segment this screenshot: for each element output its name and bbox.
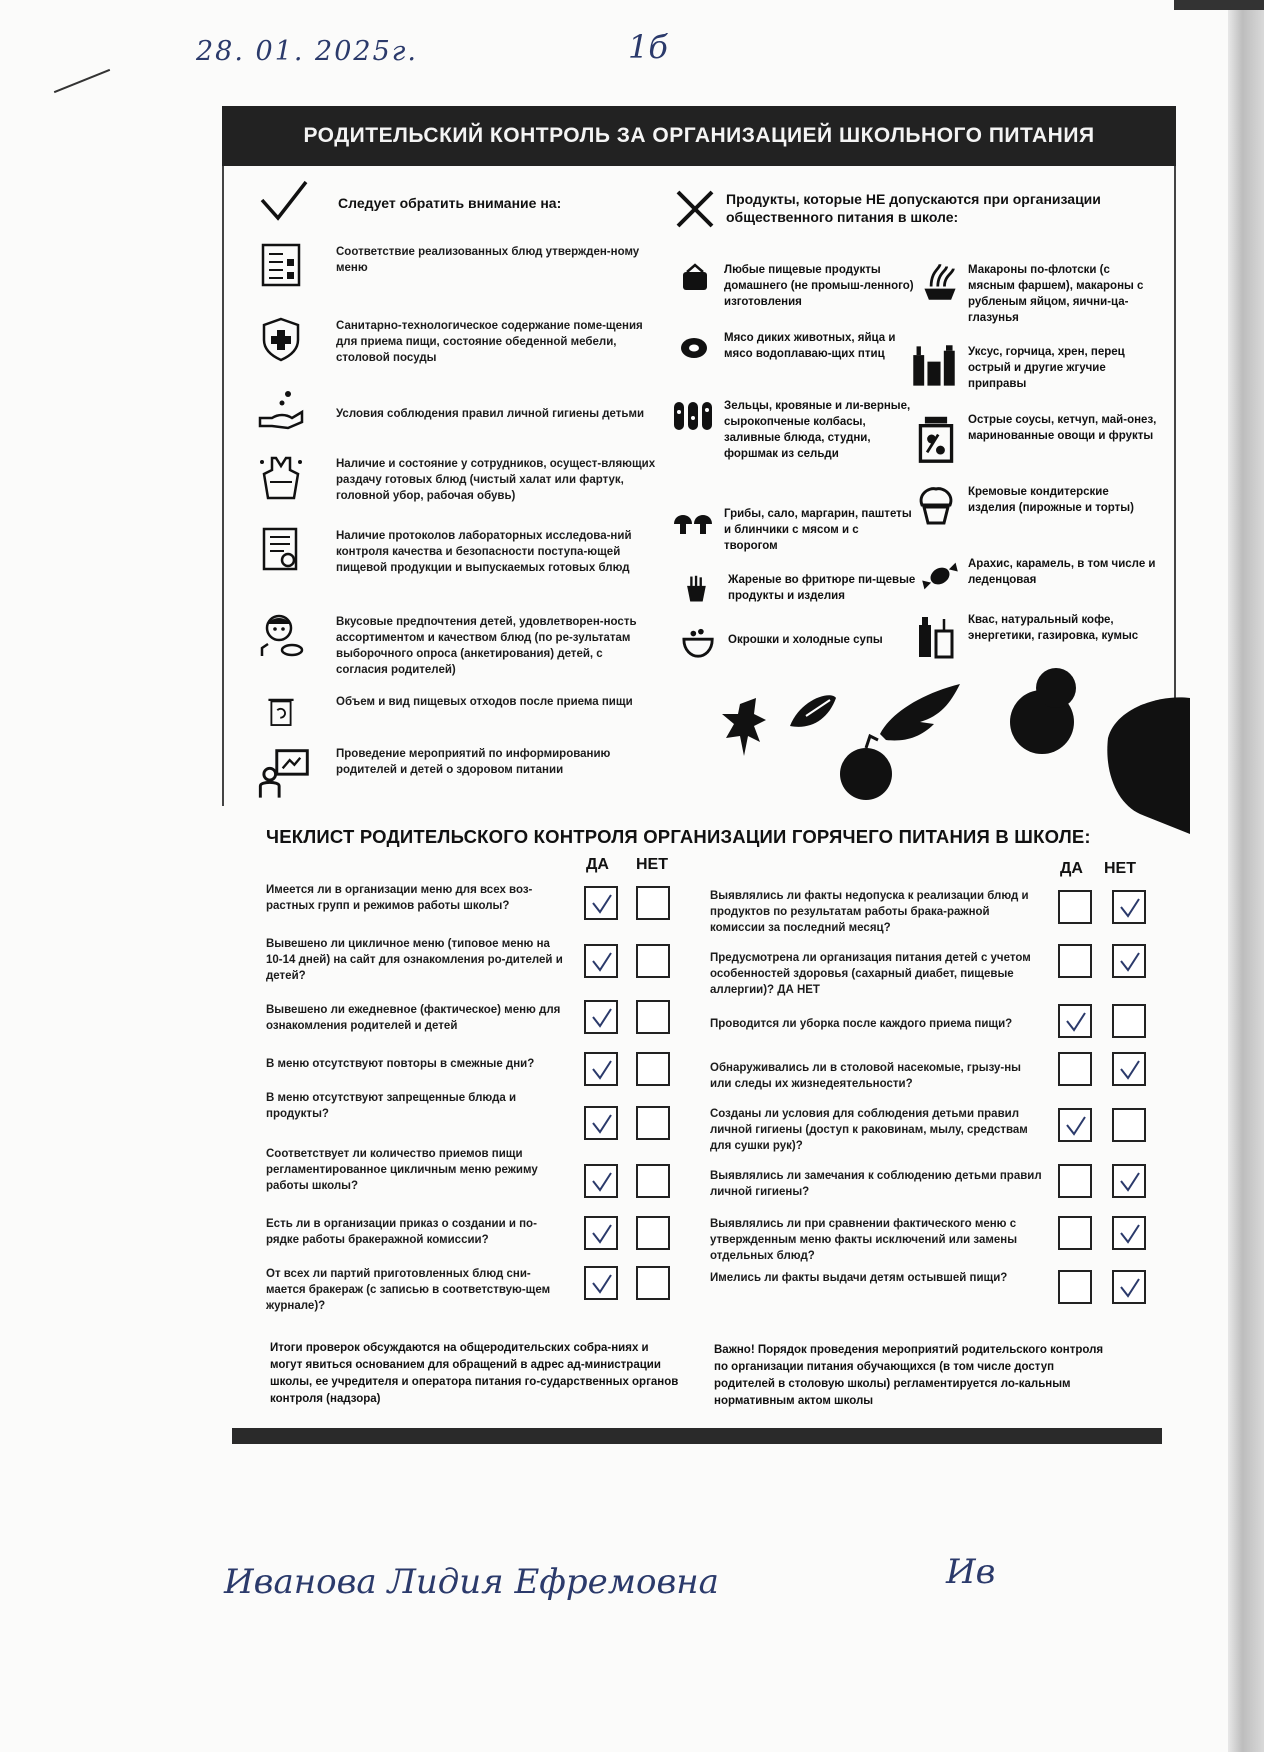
forbidden-item [684, 572, 924, 622]
handwritten-date: 28. 01. 2025г. [196, 36, 418, 67]
no-checkbox[interactable] [1112, 944, 1146, 978]
checklist-question: Созданы ли условия для соблюдения детьми правил личной гигиены (доступ к раковинам, мылу, средствам для сушки рук)? [710, 1108, 1028, 1152]
forbidden-item-text: Уксус, горчица, хрен, перец острый и другие жгучие приправы [968, 346, 1125, 390]
handwritten-page-number: 1б [628, 28, 668, 66]
no-checkbox[interactable] [636, 1266, 670, 1300]
cross-icon [674, 188, 716, 230]
no-checkbox[interactable] [1112, 890, 1146, 924]
checkmark-icon [258, 178, 310, 224]
forbidden-item [916, 612, 1148, 662]
forbidden-item [670, 398, 920, 460]
pasta-icon [920, 262, 960, 302]
checklist-question: Вывешено ли ежедневное (фактическое) меню для ознакомления родителей и детей [266, 1004, 561, 1032]
fruit-illustration-icon [720, 664, 1190, 834]
tick-mark-icon [590, 1170, 614, 1194]
footer-right-note: Важно! Порядок проведения мероприятий родительского контроля по организации питания обучающихся (в том числе доступ родителей в столовую школы) регламентируется ло-кальным нормативным актом школы [714, 1344, 1104, 1407]
no-checkbox[interactable] [1112, 1270, 1146, 1304]
yes-checkbox[interactable] [1058, 944, 1092, 978]
forbidden-item-text: Квас, натуральный кофе, энергетики, газировка, кумыс [968, 614, 1139, 642]
tick-mark-icon [590, 1112, 614, 1136]
attention-item-sanitary [258, 316, 658, 376]
homemade-food-icon [678, 262, 714, 298]
checklist-question: От всех ли партий приготовленных блюд сни-мается бракераж (с записью в соответствую-щем журнале)? [266, 1268, 551, 1312]
forbidden-item [916, 412, 1157, 462]
condiments-icon [910, 344, 958, 388]
attention-item-hygiene [258, 388, 658, 448]
attention-item-text: Санитарно-технологическое содержание поме-щения для приема пищи, состояние обеденной мебели, столовой посуды [336, 320, 643, 364]
attention-item-waste [258, 692, 658, 752]
forbidden-item-text: Арахис, карамель, в том числе и леденцовая [968, 558, 1156, 586]
checklist-question: Выявлялись ли при сравнении фактического меню с утвержденным меню факты исключений или замены отдельных блюд? [710, 1218, 1018, 1262]
attention-item-text: Объем и вид пищевых отходов после приема пищи [336, 696, 633, 708]
no-checkbox[interactable] [636, 886, 670, 920]
attention-item-text: Вкусовые предпочтения детей, удовлетворен-ность ассортиментом и качеством блюд (по ре-зультатам выборочного опроса (анкетирования) детей, с согласия родителей) [336, 616, 637, 676]
yes-checkbox[interactable] [584, 1266, 618, 1300]
forbidden-item-text: Грибы, сало, маргарин, паштеты и блинчики с мясом и с творогом [724, 508, 912, 552]
bottom-bar [232, 1428, 1162, 1444]
attention-item-text: Наличие и состояние у сотрудников, осущест-вляющих раздачу готовых блюд (чистый халат или фартук, головной убор, рабочая обувь) [336, 458, 656, 502]
jar-icon [916, 412, 956, 466]
presentation-icon [258, 744, 312, 802]
checklist-question: В меню отсутствуют повторы в смежные дни? [266, 1058, 535, 1070]
tick-mark-icon [1118, 950, 1142, 974]
yes-checkbox[interactable] [1058, 890, 1092, 924]
no-checkbox[interactable] [636, 1164, 670, 1198]
tick-mark-icon [590, 1006, 614, 1030]
tick-mark-icon [1118, 896, 1142, 920]
no-header-right: НЕТ [1104, 860, 1136, 877]
checklist-question: Вывешено ли цикличное меню (типовое меню на 10-14 дней) на сайт для ознакомления ро-дителей и детей? [266, 938, 563, 982]
yes-checkbox[interactable] [1058, 1216, 1092, 1250]
yes-checkbox[interactable] [1058, 1004, 1092, 1038]
forbidden-item [910, 344, 1150, 394]
forbidden-item-text: Жареные во фритюре пи-щевые продукты и изделия [728, 574, 916, 602]
attention-item-preferences [258, 612, 658, 676]
no-checkbox[interactable] [636, 1052, 670, 1086]
checklist-question: Выявлялись ли замечания к соблюдению детьми правил личной гигиены? [710, 1170, 1042, 1198]
attention-item-info [258, 744, 658, 804]
hand-washing-icon [258, 388, 304, 434]
forbidden-item-text: Мясо диких животных, яйца и мясо водоплаваю-щих птиц [724, 332, 896, 360]
attention-item-text: Соответствие реализованных блюд утвержден-ному меню [336, 246, 640, 274]
handwritten-dash [54, 69, 110, 93]
checklist-question: Проводится ли уборка после каждого приема пищи? [710, 1018, 1013, 1030]
yes-checkbox[interactable] [584, 1216, 618, 1250]
tick-mark-icon [1064, 1010, 1088, 1034]
forbidden-item [918, 484, 1148, 534]
fries-icon [684, 572, 712, 606]
tick-mark-icon [590, 892, 614, 916]
no-checkbox[interactable] [1112, 1004, 1146, 1038]
meat-icon [678, 330, 714, 366]
tick-mark-icon [590, 1058, 614, 1082]
yes-checkbox[interactable] [1058, 1108, 1092, 1142]
forbidden-item-text: Макароны по-флотски (с мясным фаршем), макароны с рубленым яйцом, яични-ца-глазунья [968, 264, 1144, 324]
forbidden-heading: Продукты, которые НЕ допускаются при организации общественного питания в школе: [726, 191, 1101, 225]
yes-header-left: ДА [586, 856, 609, 873]
soup-bowl-icon [682, 626, 716, 660]
tick-mark-icon [590, 1222, 614, 1246]
checklist-question: Предусмотрена ли организация питания детей с учетом особенностей здоровья (сахарный диабет, пищевые аллергии)? ДА НЕТ [710, 952, 1031, 996]
forbidden-item [678, 330, 918, 380]
tick-mark-icon [590, 950, 614, 974]
forbidden-item [920, 262, 1150, 324]
no-checkbox[interactable] [1112, 1164, 1146, 1198]
apron-icon [258, 454, 304, 500]
attention-item-text: Проведение мероприятий по информированию родителей и детей о здоровом питании [336, 748, 611, 776]
forbidden-item-text: Любые пищевые продукты домашнего (не промыш-ленного) изготовления [724, 264, 914, 308]
yes-checkbox[interactable] [584, 1106, 618, 1140]
certificate-icon [258, 526, 304, 572]
yes-header-right: ДА [1060, 860, 1083, 877]
no-checkbox[interactable] [636, 1216, 670, 1250]
tick-mark-icon [1118, 1276, 1142, 1300]
forbidden-item-text: Зельцы, кровяные и ли-верные, сырокопченые колбасы, заливные блюда, студни, форшмак из сельди [724, 400, 911, 460]
attention-item-staff [258, 454, 658, 514]
footer-left-note: Итоги проверок обсуждаются на общеродительских собра-ниях и могут явиться основанием для обращений в адрес ад-министрации школы, ее учредителя и оператора питания го-сударственных органов контроля (надзора) [270, 1342, 679, 1405]
no-checkbox[interactable] [636, 1000, 670, 1034]
yes-checkbox[interactable] [584, 1000, 618, 1034]
attention-item-text: Условия соблюдения правил личной гигиены детьми [336, 408, 645, 420]
yes-checkbox[interactable] [584, 1052, 618, 1086]
sausage-icon [670, 398, 716, 434]
forbidden-item [920, 556, 1156, 606]
tick-mark-icon [1118, 1170, 1142, 1194]
checklist-question: Есть ли в организации приказ о создании и по-рядке работы бракеражной комиссии? [266, 1218, 537, 1246]
no-checkbox[interactable] [1112, 1216, 1146, 1250]
forbidden-item [672, 506, 922, 556]
candy-icon [920, 556, 960, 596]
checklist-question: Обнаруживались ли в столовой насекомые, грызу-ны или следы их жизнедеятельности? [710, 1062, 1021, 1090]
checklist-title: ЧЕКЛИСТ РОДИТЕЛЬСКОГО КОНТРОЛЯ ОРГАНИЗАЦИИ ГОРЯЧЕГО ПИТАНИЯ В ШКОЛЕ: [266, 826, 1091, 847]
tick-mark-icon [1118, 1222, 1142, 1246]
signature-name: Иванова Лидия Ефремовна [224, 1562, 719, 1602]
shield-cross-icon [258, 316, 304, 362]
page-edge-dark [1174, 0, 1264, 10]
frame-left [222, 166, 224, 806]
checklist-question: Имелись ли факты выдачи детям остывшей пищи? [710, 1272, 1008, 1284]
child-food-icon [258, 612, 304, 658]
checklist-question: В меню отсутствуют запрещенные блюда и продукты? [266, 1092, 517, 1120]
drinks-icon [916, 612, 956, 662]
tick-mark-icon [1118, 1058, 1142, 1082]
attention-item-menu [258, 242, 658, 302]
no-checkbox[interactable] [1112, 1108, 1146, 1142]
forbidden-item-text: Острые соусы, кетчуп, май-онез, маринованные овощи и фрукты [968, 414, 1157, 442]
mushroom-icon [672, 506, 716, 542]
page-title: РОДИТЕЛЬСКИЙ КОНТРОЛЬ ЗА ОРГАНИЗАЦИЕЙ ШКОЛЬНОГО ПИТАНИЯ [222, 106, 1176, 166]
no-checkbox[interactable] [636, 1106, 670, 1140]
tick-mark-icon [590, 1272, 614, 1296]
waste-bin-icon [264, 692, 298, 730]
forbidden-item-text: Окрошки и холодные супы [728, 634, 883, 646]
no-checkbox[interactable] [1112, 1052, 1146, 1086]
yes-checkbox[interactable] [1058, 1052, 1092, 1086]
tick-mark-icon [1064, 1114, 1088, 1138]
checklist-question: Соответствует ли количество приемов пищи регламентированное цикличным меню режиму работы школы? [266, 1148, 538, 1192]
no-checkbox[interactable] [636, 944, 670, 978]
yes-checkbox[interactable] [584, 944, 618, 978]
attention-item-protocols [258, 526, 658, 586]
signature-initials: Ив [946, 1552, 996, 1592]
forbidden-item [678, 262, 918, 312]
yes-checkbox[interactable] [1058, 1270, 1092, 1304]
yes-checkbox[interactable] [584, 886, 618, 920]
cupcake-icon [918, 484, 954, 526]
menu-document-icon [258, 242, 304, 288]
attention-item-text: Наличие протоколов лабораторных исследова-ний контроля качества и безопасности поступа-ющей пищевой продукции и выпускаемых готовых блюд [336, 530, 632, 574]
yes-checkbox[interactable] [584, 1164, 618, 1198]
no-header-left: НЕТ [636, 856, 668, 873]
attention-heading: Следует обратить внимание на: [338, 195, 562, 211]
page-edge-shadow [1228, 0, 1264, 1752]
yes-checkbox[interactable] [1058, 1164, 1092, 1198]
checklist-question: Выявлялись ли факты недопуска к реализации блюд и продуктов по результатам работы брака-ражной комиссии за последний месяц? [710, 890, 1029, 934]
checklist-question: Имеется ли в организации меню для всех воз-растных групп и режимов работы школы? [266, 884, 533, 912]
forbidden-item-text: Кремовые кондитерские изделия (пирожные и торты) [968, 486, 1134, 514]
